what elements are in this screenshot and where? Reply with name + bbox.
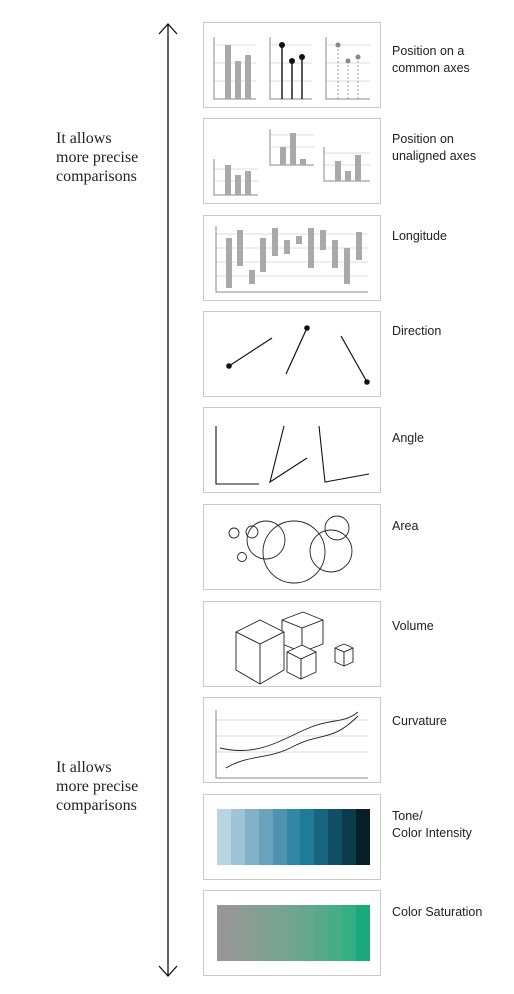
panel-position-common-axes [203, 22, 381, 108]
saturation-swatch-8 [328, 905, 342, 961]
label-longitude: Longitude [392, 229, 447, 243]
position-common-axes-figure [204, 23, 380, 107]
side-label-bottom: It allows more precise comparisons [56, 759, 139, 814]
panel-longitude [203, 215, 381, 301]
tone-swatch-6 [300, 809, 314, 865]
position-unaligned-axes-figure [204, 119, 380, 203]
tone-swatch-row [217, 809, 370, 865]
panel-area [203, 504, 381, 590]
tone-swatch-2 [245, 809, 259, 865]
panel-angle [203, 407, 381, 493]
tone-swatch-7 [314, 809, 328, 865]
label-angle: Angle [392, 431, 424, 445]
panel-tone-color-intensity [203, 794, 381, 880]
saturation-swatch-6 [300, 905, 314, 961]
panel-position-unaligned-axes [203, 118, 381, 204]
label-curvature: Curvature [392, 714, 447, 728]
saturation-swatch-10 [356, 905, 370, 961]
panel-volume [203, 601, 381, 687]
tone-swatch-9 [342, 809, 356, 865]
tone-swatch-1 [231, 809, 245, 865]
saturation-swatch-2 [245, 905, 259, 961]
area-figure [204, 505, 380, 589]
side-label-top: It allows more precise comparisons [56, 130, 139, 185]
tone-swatch-0 [217, 809, 231, 865]
saturation-swatch-3 [259, 905, 273, 961]
label-volume: Volume [392, 619, 434, 633]
saturation-swatch-9 [342, 905, 356, 961]
saturation-swatch-4 [273, 905, 287, 961]
curvature-figure [204, 698, 380, 782]
label-area: Area [392, 519, 419, 533]
panel-color-saturation [203, 890, 381, 976]
tone-swatch-8 [328, 809, 342, 865]
saturation-swatch-7 [314, 905, 328, 961]
tone-swatch-10 [356, 809, 370, 865]
label-tone-color-intensity: Tone/ Color Intensity [392, 809, 472, 840]
volume-figure [204, 602, 380, 686]
tone-swatch-4 [273, 809, 287, 865]
longitude-figure [204, 216, 380, 300]
tone-swatch-5 [287, 809, 301, 865]
label-position-common-axes: Position on a common axes [392, 44, 470, 75]
label-position-unaligned-axes: Position on unaligned axes [392, 132, 477, 163]
panel-curvature [203, 697, 381, 783]
saturation-swatch-1 [231, 905, 245, 961]
label-direction: Direction [392, 324, 442, 338]
tone-swatch-3 [259, 809, 273, 865]
saturation-swatch-0 [217, 905, 231, 961]
panel-direction [203, 311, 381, 397]
saturation-swatch-row [217, 905, 370, 961]
saturation-swatch-5 [287, 905, 301, 961]
direction-figure [204, 312, 380, 396]
angle-figure [204, 408, 380, 492]
label-color-saturation: Color Saturation [392, 905, 483, 919]
